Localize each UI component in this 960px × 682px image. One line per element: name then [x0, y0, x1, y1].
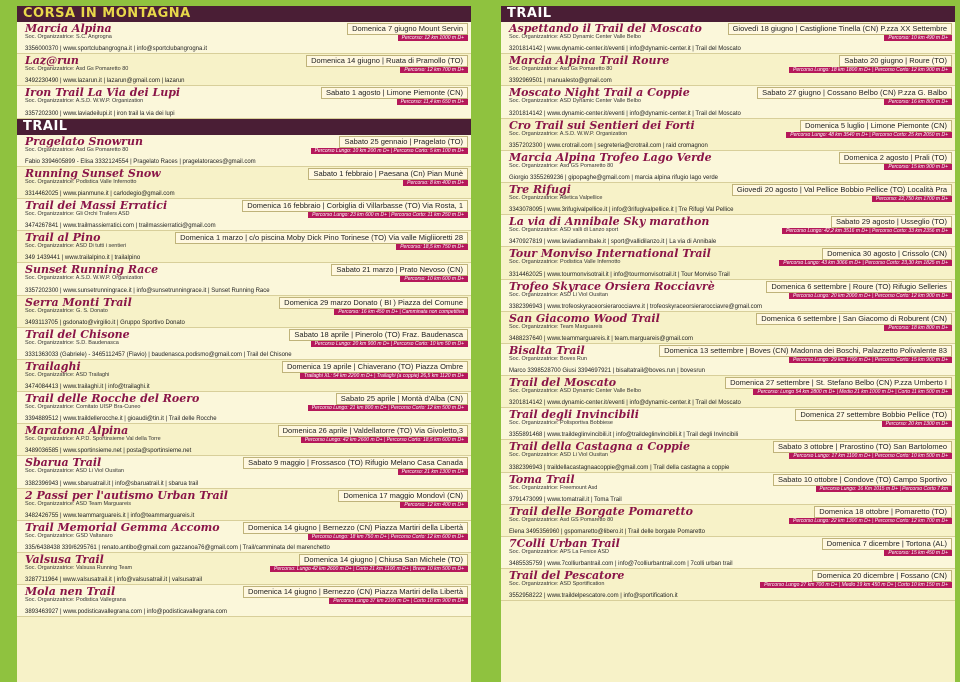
event-title: Trailaghi: [25, 359, 81, 373]
event-row: [17, 263, 471, 295]
event-row: [17, 296, 471, 328]
event-title: Trail del Pescatore: [509, 569, 625, 583]
event-contacts: 3474267841 | www.trailmassierratici.com | trailmassierratici@gmail.com: [25, 223, 216, 230]
event-row: [501, 86, 955, 118]
event-route: Percorso Lungo: 42 km 2600 m D+ | Percorso Corto: 18,5 km 600 m D+: [301, 437, 468, 443]
event-route: Percorso: Lungo 42 km 2600 m D+ | Corto 21 km 1100 m D+ | Breve 10 km 500 m D+: [270, 566, 468, 572]
event-row: [17, 585, 471, 617]
event-title: Toma Trail: [509, 472, 575, 486]
event-organizer: Soc. Organizzatrice: Valsusa Running Team: [25, 565, 133, 571]
event-organizer: Soc. Organizzatrice: A.S.D. W.W.P. Organization: [509, 130, 628, 137]
event-title: Trail al Pino: [25, 231, 101, 245]
event-date-location: Sabato 25 gennaio | Pragelato (TO): [339, 136, 468, 148]
event-route: Percorso Lungo: 43 km 3066 m D+ | Percorso Corto: 23,30 km 1825 m D+: [779, 260, 952, 266]
event-route: Percorso: 18 km 800 m D+: [884, 325, 952, 331]
event-title: Marcia Alpina Trail Roure: [509, 54, 670, 68]
event-date-location: Domenica 20 dicembre | Fossano (CN): [812, 570, 952, 582]
event-row: [501, 151, 955, 183]
event-route: Percorso Lungo: 48 km 3540 m D+ | Percorso Corto: 25 km 2050 m D+: [786, 132, 952, 138]
event-contacts: 3485535759 | www.7colliurbantrail.com | info@7colliurbantrail.com | 7colli urban trail: [509, 561, 733, 568]
event-organizer: Soc. Organizzatrice: Boves Run: [509, 355, 587, 362]
event-title: Tour Monviso International Trail: [509, 247, 711, 261]
event-date-location: Sabato 20 giugno | Roure (TO): [839, 55, 952, 67]
event-organizer: Soc. Organizzatrice: Polisportiva Bobbiese: [509, 420, 613, 427]
event-organizer: Soc. Organizzatrice: APS La Fenice ASD: [509, 549, 609, 555]
event-contacts: 3201814142 | www.dynamic-center.it/eventi | info@dynamic-center.it | Trail del Moscato: [509, 110, 741, 117]
event-title: Trail degli Invincibili: [509, 408, 639, 422]
event-row: [501, 54, 955, 86]
event-contacts: 3357202300 | www.laviadeilupi.it | iron trail la via dei lupi: [25, 110, 175, 117]
event-row: [17, 553, 471, 585]
event-route: Percorso Lungo 27 km 700 m D+ | Medio 19 km 450 m D+ | Corto 10 km 150 m D+: [760, 582, 952, 588]
event-list: [501, 22, 955, 601]
event-organizer: Soc. Organizzatrice: ASD Dynamic Center Valle Belbo: [509, 98, 641, 105]
event-contacts: 3357202300 | www.crotrail.com | segreteria@crotrail.com | raid cromagnon: [509, 142, 708, 149]
event-organizer: Soc. Organizzatrice: GSD Valtanaro: [25, 532, 113, 539]
event-row: [501, 183, 955, 215]
event-row: [501, 505, 955, 537]
event-date-location: Domenica 5 luglio | Limone Piemonte (CN): [800, 120, 952, 132]
event-contacts: 3314462025 | www.tourmonvisotrail.it | info@tourmonvisotrail.it | Tour Monviso Trail: [509, 271, 730, 278]
event-organizer: Soc. Organizzatrice: Podistica Valle Infernotto: [25, 178, 137, 185]
event-row: [501, 312, 955, 344]
event-route: Percorso: 12 km 700 m D+: [400, 67, 468, 73]
left-column: [17, 6, 471, 682]
event-title: Trail del Chisone: [25, 327, 130, 341]
event-contacts: 3382396943 | www.sbaruatrail.it | info@sbaruatrail.it | sbarua trail: [25, 480, 199, 487]
event-date-location: Sabato 25 aprile | Montà d'Alba (CN): [336, 393, 468, 405]
event-organizer: Soc. Organizzatrice: Asd Gs Pomaretto 80: [25, 146, 129, 153]
event-title: Serra Monti Trail: [25, 295, 132, 309]
event-organizer: Soc. Organizzatrice: Asd GS Pomaretto 80: [509, 516, 614, 523]
event-date-location: Domenica 17 maggio Mondovì (CN): [338, 490, 468, 502]
event-contacts: Giorgio 3355269236 | gipopaghe@gmail.com | marcia alpina rifugio lago verde: [509, 174, 719, 181]
event-route: Percorso: 15 km 450 m D+: [884, 550, 952, 556]
event-title: Iron Trail La Via dei Lupi: [25, 86, 181, 100]
event-row: [17, 231, 471, 263]
event-date-location: Domenica 18 ottobre | Pomaretto (TO): [814, 506, 952, 518]
event-route: Percorso: 8 km 400 m D+: [403, 180, 468, 186]
event-date-location: Sabato 3 ottobre | Prarostino (TO) San Bartolomeo: [773, 441, 952, 453]
event-contacts: 3474084413 | www.trailaghi.it | info@trailaghi.it: [25, 384, 150, 391]
event-date-location: Domenica 13 settembre | Boves (CN) Madonna dei Boschi, Palazzetto Polivalente 83: [659, 345, 952, 357]
right-column: [501, 6, 955, 682]
event-row: [17, 456, 471, 488]
event-organizer: Soc. Organizzatrice: ASD valli di Lanzo sport: [509, 227, 619, 234]
event-route: Percorso Lungo: 23 km 600 m D+ | Percorso Corto: 11 km 250 m D+: [308, 212, 468, 218]
event-row: [501, 376, 955, 408]
event-contacts: 3343078095 | www.3rifugivalpellice.it | info@3rifugivalpellice.it | Tre Rifugi Val Pellice: [509, 207, 734, 214]
event-row: [501, 247, 955, 279]
event-route: Percorso Lungo: 22 km 1300 m D+ | Percorso Corto: 12 km 700 m D+: [789, 518, 952, 524]
event-date-location: Giovedì 20 agosto | Val Pellice Bobbio Pellice (TO) Località Pra: [732, 184, 952, 196]
event-route: Percorso: 10 km 600 m D+: [400, 276, 468, 282]
event-title: Sunset Running Race: [25, 263, 159, 277]
event-date-location: Domenica 30 agosto | Crissolo (CN): [822, 248, 952, 260]
event-title: Valsusa Trail: [25, 553, 104, 566]
event-contacts: 335/6438438 339/6295761 | renato.antibo@gmail.com gazzanoa76@gmail.com | Trail/camminata del marenchetto: [25, 545, 330, 551]
event-organizer: Soc. Organizzatrice: ASD Li Viol Ousitan: [509, 291, 608, 298]
event-title: Tre Rifugi: [509, 182, 571, 196]
event-contacts: 3287711964 | www.valsusatrail.it | info@valsusatrail.it | valsusatrail: [25, 577, 203, 584]
event-title: La via di Annibale Sky marathon: [509, 215, 710, 229]
event-date-location: Domenica 16 febbraio | Corbiglia di Villarbasse (TO) Via Rosta, 1: [242, 200, 468, 212]
event-row: [501, 22, 955, 54]
event-route: Percorso: 20 km 1300 m D+: [882, 421, 952, 427]
event-organizer: Soc. Organizzatrice: Asd Gs Pomaretto 80: [509, 66, 613, 73]
event-row: [17, 489, 471, 521]
event-route: Percorso: 18,5 km 750 m D+: [396, 244, 468, 250]
event-organizer: Soc. Organizzatrice: A.S.D. W.W.P. Organization: [25, 275, 144, 282]
event-date-location: Domenica 6 settembre | Roure (TO) Rifugio Selleries: [766, 281, 952, 293]
event-organizer: Soc. Organizzatrice: Team Marguareis: [509, 323, 603, 330]
event-route: Percorso: Lungo 54 km 2800 m D+ | Medio 21 km 1000 m D+ | Corto 11 km 500 m D+: [753, 389, 952, 395]
event-title: Cro Trail sui Sentieri dei Forti: [509, 118, 695, 132]
event-date-location: Sabato 1 febbraio | Paesana (Cn) Pian Munè: [308, 168, 468, 180]
event-contacts: 3356000370 | www.sportclubangrogna.it | info@sportclubangrogna.it: [25, 46, 207, 53]
event-row: [17, 328, 471, 360]
event-route: Percorso: 16 km 800 m D+: [884, 99, 952, 105]
event-row: [17, 199, 471, 231]
event-title: Moscato Night Trail a Coppie: [509, 86, 690, 100]
event-contacts: 3201814142 | www.dynamic-center.it/eventi | info@dynamic-center.it | Trail del Moscato: [509, 46, 741, 53]
event-contacts: Fabio 3394605899 - Elisa 3332124554 | Pragelato Races | pragelatoraces@gmail.com: [25, 158, 256, 165]
event-route: Percorso Lungo: 21 km 800 m D+ | Percorso Corto: 12 km 500 m D+: [308, 405, 468, 411]
event-organizer: Soc. Organizzatrice: S.C. Angrogna: [25, 34, 112, 40]
event-date-location: Domenica 6 settembre | San Giacomo di Roburent (CN): [756, 313, 952, 325]
event-date-location: Domenica 7 giugno Mount Servin: [347, 23, 468, 35]
event-date-location: Domenica 1 marzo | c/o piscina Moby Dick Pino Torinese (TO) Via valle Migliioretti 28: [175, 232, 468, 244]
event-route: Percorso: 12 km 400 m D+: [400, 502, 468, 508]
event-list: [17, 22, 471, 119]
event-organizer: Soc. Organizzatrice: S.D. Baudenasca: [25, 339, 119, 346]
event-contacts: 349 1439441 | www.trailalpino.it | trailalpino: [25, 255, 141, 262]
event-contacts: 3489036585 | www.sportinsieme.net | posta@sportinsieme.net: [25, 448, 192, 455]
event-title: Trail della Castagna a Coppie: [509, 440, 691, 454]
event-row: [501, 569, 955, 601]
event-title: Mola nen Trail: [25, 585, 116, 599]
event-title: 2 Passi per l'autismo Urban Trail: [25, 488, 228, 502]
event-contacts: 3552958222 | www.traildelpescatore.com | info@sportification.it: [509, 593, 678, 600]
event-date-location: Domenica 14 giugno | Ruata di Pramollo (TO): [306, 55, 468, 67]
event-contacts: Elena 3495356960 | gspomaretto@libero.it | Trail delle borgate Pomaretto: [509, 529, 705, 535]
event-organizer: Soc. Organizzatrice: ASD Team Marguareis: [25, 500, 131, 507]
event-organizer: Soc. Organizzatrice: G. S. Donato: [25, 307, 108, 314]
event-route: Percorso: 15 km 900 m D+: [884, 164, 952, 170]
event-organizer: Soc. Organizzatrice: ASD Dynamic Center Valle Belbo: [509, 388, 641, 395]
event-date-location: Domenica 19 aprile | Chiaverano (TO) Piazza Ombre: [282, 361, 468, 373]
event-row: [17, 392, 471, 424]
event-title: Trail delle Borgate Pomaretto: [509, 504, 693, 518]
event-organizer: Soc. Organizzatrice: ASD Sportification: [509, 581, 605, 588]
event-route: Percorso: 22,750 km 1700 m D+: [872, 196, 952, 202]
event-title: Pragelato Snowrun: [25, 134, 143, 148]
event-organizer: Soc. Organizzatrice: Comitato UISP Bra-Cuneo: [25, 404, 141, 411]
event-route: Percorso: 10 km 490 m D+: [884, 35, 952, 41]
event-route: Percorso Lungo 37 km 2100 m D+ | Corto 18 km 900 m D+: [329, 598, 468, 604]
event-route: Percorso: 12 km 1000 m D+: [398, 35, 468, 41]
event-contacts: 3201814142 | www.dynamic-center.it/eventi | info@dynamic-center.it | Trail del Moscato: [509, 400, 741, 407]
event-row: [17, 167, 471, 199]
event-title: Trail del Moscato: [509, 376, 617, 390]
event-contacts: 3893463927 | www.podisticavallegrana.com | info@podisticavallegrana.com: [25, 609, 227, 616]
event-date-location: Giovedì 18 giugno | Castiglione Tinella (CN) P.zza XX Settembre: [728, 23, 952, 35]
event-row: [17, 521, 471, 553]
event-row: [501, 280, 955, 312]
event-route: Percorso: 16 km 450 m D+ | Camminata non competitiva: [334, 309, 468, 315]
event-route: Percorso Lungo: 29 km 1700 m D+ | Percorso Corto: 15 km 900 m D+: [789, 357, 952, 363]
event-contacts: 3314462025 | www.pianmune.it | carlodegio@gmail.com: [25, 190, 175, 197]
event-organizer: Soc. Organizzatrice: ASD Dynamic Center Valle Belbo: [509, 34, 641, 40]
event-date-location: Domenica 27 settembre | St. Stefano Belbo (CN) P.zza Umberto I: [725, 377, 952, 389]
event-route: Percorso Lungo: 17 km 1100 m D+ | Percorso Corto: 10 km 500 m D+: [789, 453, 952, 459]
event-row: [17, 424, 471, 456]
event-contacts: 3357202300 | www.sunsetrunningrace.it | info@sunsetrunningrace.it | Sunset Running Race: [25, 287, 270, 294]
event-contacts: 3392969501 | manualesto@gmail.com: [509, 78, 612, 85]
event-contacts: 3488237640 | www.teammarguareis.it | team.marguareis@gmail.com: [509, 335, 693, 342]
event-date-location: Domenica 27 settembre Bobbio Pellice (TO): [795, 409, 952, 421]
event-organizer: Soc. Organizzatrice: Gli Orchi Trailers ASD: [25, 210, 130, 217]
event-row: [501, 215, 955, 247]
event-contacts: 3482426755 | www.teammarguareis.it | info@teammarguareis.it: [25, 512, 195, 519]
event-organizer: Soc. Organizzatrice: ASD Li Viol Ousitan: [509, 452, 608, 459]
section-header: TRAIL: [501, 6, 955, 22]
event-row: [501, 408, 955, 440]
section-header: TRAIL: [17, 119, 471, 135]
event-contacts: 3331363033 (Gabriele) - 3465112457 (Flavio) | baudenasca.podismo@gmail.com | Trail del Chisone: [25, 351, 292, 358]
event-route: Percorso: 21 km 1300 m D+: [398, 469, 468, 475]
event-title: Trail delle Rocche del Roero: [25, 392, 200, 406]
event-date-location: Sabato 21 marzo | Prato Nevoso (CN): [331, 264, 468, 276]
event-title: Marcia Alpina: [25, 22, 112, 35]
event-title: Bisalta Trail: [509, 343, 585, 357]
event-date-location: Sabato 29 agosto | Usseglio (TO): [831, 216, 952, 228]
section-header: CORSA IN MONTAGNA: [17, 6, 471, 22]
event-row: [17, 135, 471, 167]
event-row: [501, 473, 955, 505]
event-route: Percorso: 11,4 km 650 m D+: [397, 99, 468, 105]
event-row: [17, 22, 471, 54]
event-organizer: Soc. Organizzatrice: Freemount Asd: [509, 484, 598, 491]
event-date-location: Domenica 7 dicembre | Tortona (AL): [822, 538, 952, 550]
event-route: Trailaghi XL: 54 km 2200 m D+ | Trailaghi (a coppie) 26,5 km 1120 m D+: [300, 373, 468, 379]
event-organizer: Soc. Organizzatrice: ASD Trailaghi: [25, 371, 110, 378]
event-organizer: Soc. Organizzatrice: ASD Li Viol Ousitan: [25, 468, 124, 475]
event-date-location: Sabato 10 ottobre | Condove (TO) Campo Sportivo: [773, 474, 952, 486]
event-row: [501, 344, 955, 376]
event-title: Sbarua Trail: [25, 456, 102, 470]
event-organizer: Soc. Organizzatrice: Podistica Valle Infernotto: [509, 259, 621, 266]
event-contacts: 3382396943 | www.trofeoskyraceorsierarocciavre.it | trofeoskyraceorsierarocciavre@gmail.com: [509, 303, 762, 310]
event-contacts: 3394889512 | www.traildellerocche.it | gioaudi@tin.it | Trail delle Rocche: [25, 416, 217, 423]
event-contacts: 3355891468 | www.traildeglinvincibili.it | info@traildeglinvincibili.it | Trail degli Invincibili: [509, 432, 739, 439]
event-organizer: Soc. Organizzatrice: Atletica Valpellice: [509, 194, 603, 201]
event-route: Percorso Lungo: 42,2 km 3516 m D+ | Percorso Corto: 33 km 2356 m D+: [782, 228, 952, 234]
event-title: Running Sunset Snow: [25, 166, 161, 180]
event-title: Laz@run: [25, 54, 79, 68]
event-route: Percorso Lungo: 18 km 750 m D+ | Percorso Corto: 12 km 600 m D+: [308, 534, 468, 540]
event-organizer: Soc. Organizzatrice: A.P.D. Sportinsieme Val della Torre: [25, 436, 161, 443]
event-row: [17, 54, 471, 86]
event-contacts: Marco 3398528700 Giusi 3394697921 | bisaltatrail@boves.run | bovesrun: [509, 368, 705, 375]
event-organizer: Soc. Organizzatrice: Podistica Vallegrana: [25, 597, 126, 604]
event-date-location: Domenica 29 marzo Donato ( BI ) Piazza del Comune: [279, 297, 468, 309]
event-date-location: Sabato 18 aprile | Pinerolo (TO) Fraz. Baudenasca: [289, 329, 468, 341]
event-route: Percorso Lungo: 20 km 900 m D+ | Percorso Corto: 10 km 50 m D+: [311, 341, 468, 347]
event-date-location: Domenica 14 giugno | Bernezzo (CN) Piazza Martiri della Libertà: [243, 586, 468, 598]
event-title: Trofeo Skyrace Orsiera Rocciavrè: [509, 279, 715, 293]
event-list: [17, 135, 471, 618]
event-organizer: Soc. Organizzatrice: Asd Gs Pomaretto 80: [25, 66, 129, 73]
event-title: Maratona Alpina: [25, 424, 129, 438]
event-row: [501, 440, 955, 472]
event-title: Marcia Alpina Trofeo Lago Verde: [509, 150, 712, 164]
event-organizer: Soc. Organizzatrice: ASD Di tutti i sentieri: [25, 243, 127, 250]
event-title: 7Colli Urban Trail: [509, 537, 620, 550]
event-route: Percorso Lungo: 16 Km 1015 m D+ | Percorso Corto 7 km: [816, 486, 952, 492]
event-route: Percorso Lungo: 20 km 2000 m D+ | Percorso Corto: 12 km 900 m D+: [789, 293, 952, 299]
event-contacts: 3382396943 | traildellacastagnaacoppie@gmail.com | Trail della castagna a coppie: [509, 464, 730, 471]
event-contacts: 3492230490 | www.lazarun.it | lazarun@gmail.com | lazarun: [25, 78, 185, 85]
event-contacts: 3493113705 | gsdonato@virgilio.it | Gruppo Sportivo Donato: [25, 319, 185, 326]
event-date-location: Domenica 26 aprile | Valdellatorre (TO) Via Givoletto,3: [278, 425, 468, 437]
event-title: Aspettando il Trail del Moscato: [509, 22, 702, 35]
event-route: Percorso Lungo: 10 km 200 m D+ | Percorso Corto: 5 km 100 m D+: [311, 148, 468, 154]
event-row: [17, 86, 471, 118]
event-title: Trail dei Massi Erratici: [25, 198, 168, 212]
event-contacts: 3470927819 | www.laviadiannibale.it | sport@vallidilanzo.it | La via di Annibale: [509, 239, 717, 246]
event-organizer: Soc. Organizzatrice: Asd GS Pomaretto 80: [509, 162, 614, 169]
event-title: Trail Memorial Gemma Accomo: [25, 520, 220, 534]
event-date-location: Domenica 14 giugno | Bernezzo (CN) Piazza Martiri della Libertà: [243, 522, 468, 534]
event-date-location: Sabato 9 maggio | Frossasco (TO) Rifugio Melano Casa Canada: [243, 457, 468, 469]
event-title: San Giacomo Wood Trail: [509, 311, 660, 325]
event-organizer: Soc. Organizzatrice: A.S.D. W.W.P. Organization: [25, 98, 144, 105]
event-date-location: Domenica 2 agosto | Prali (TO): [839, 152, 952, 164]
event-row: [17, 360, 471, 392]
event-date-location: Domenica 14 giugno | Chiusa San Michele (TO): [299, 554, 468, 566]
event-row: [501, 119, 955, 151]
event-date-location: Sabato 1 agosto | Limone Piemonte (CN): [321, 87, 468, 99]
event-route: Percorso Lungo: 18 km 1800 m D+ | Percorso Corto: 12 km 900 m D+: [789, 67, 952, 73]
event-contacts: 3791473099 | www.tomatrail.it | Toma Trail: [509, 496, 622, 503]
event-row: [501, 537, 955, 569]
event-date-location: Sabato 27 giugno | Cossano Belbo (CN) P.zza G. Balbo: [757, 87, 952, 99]
